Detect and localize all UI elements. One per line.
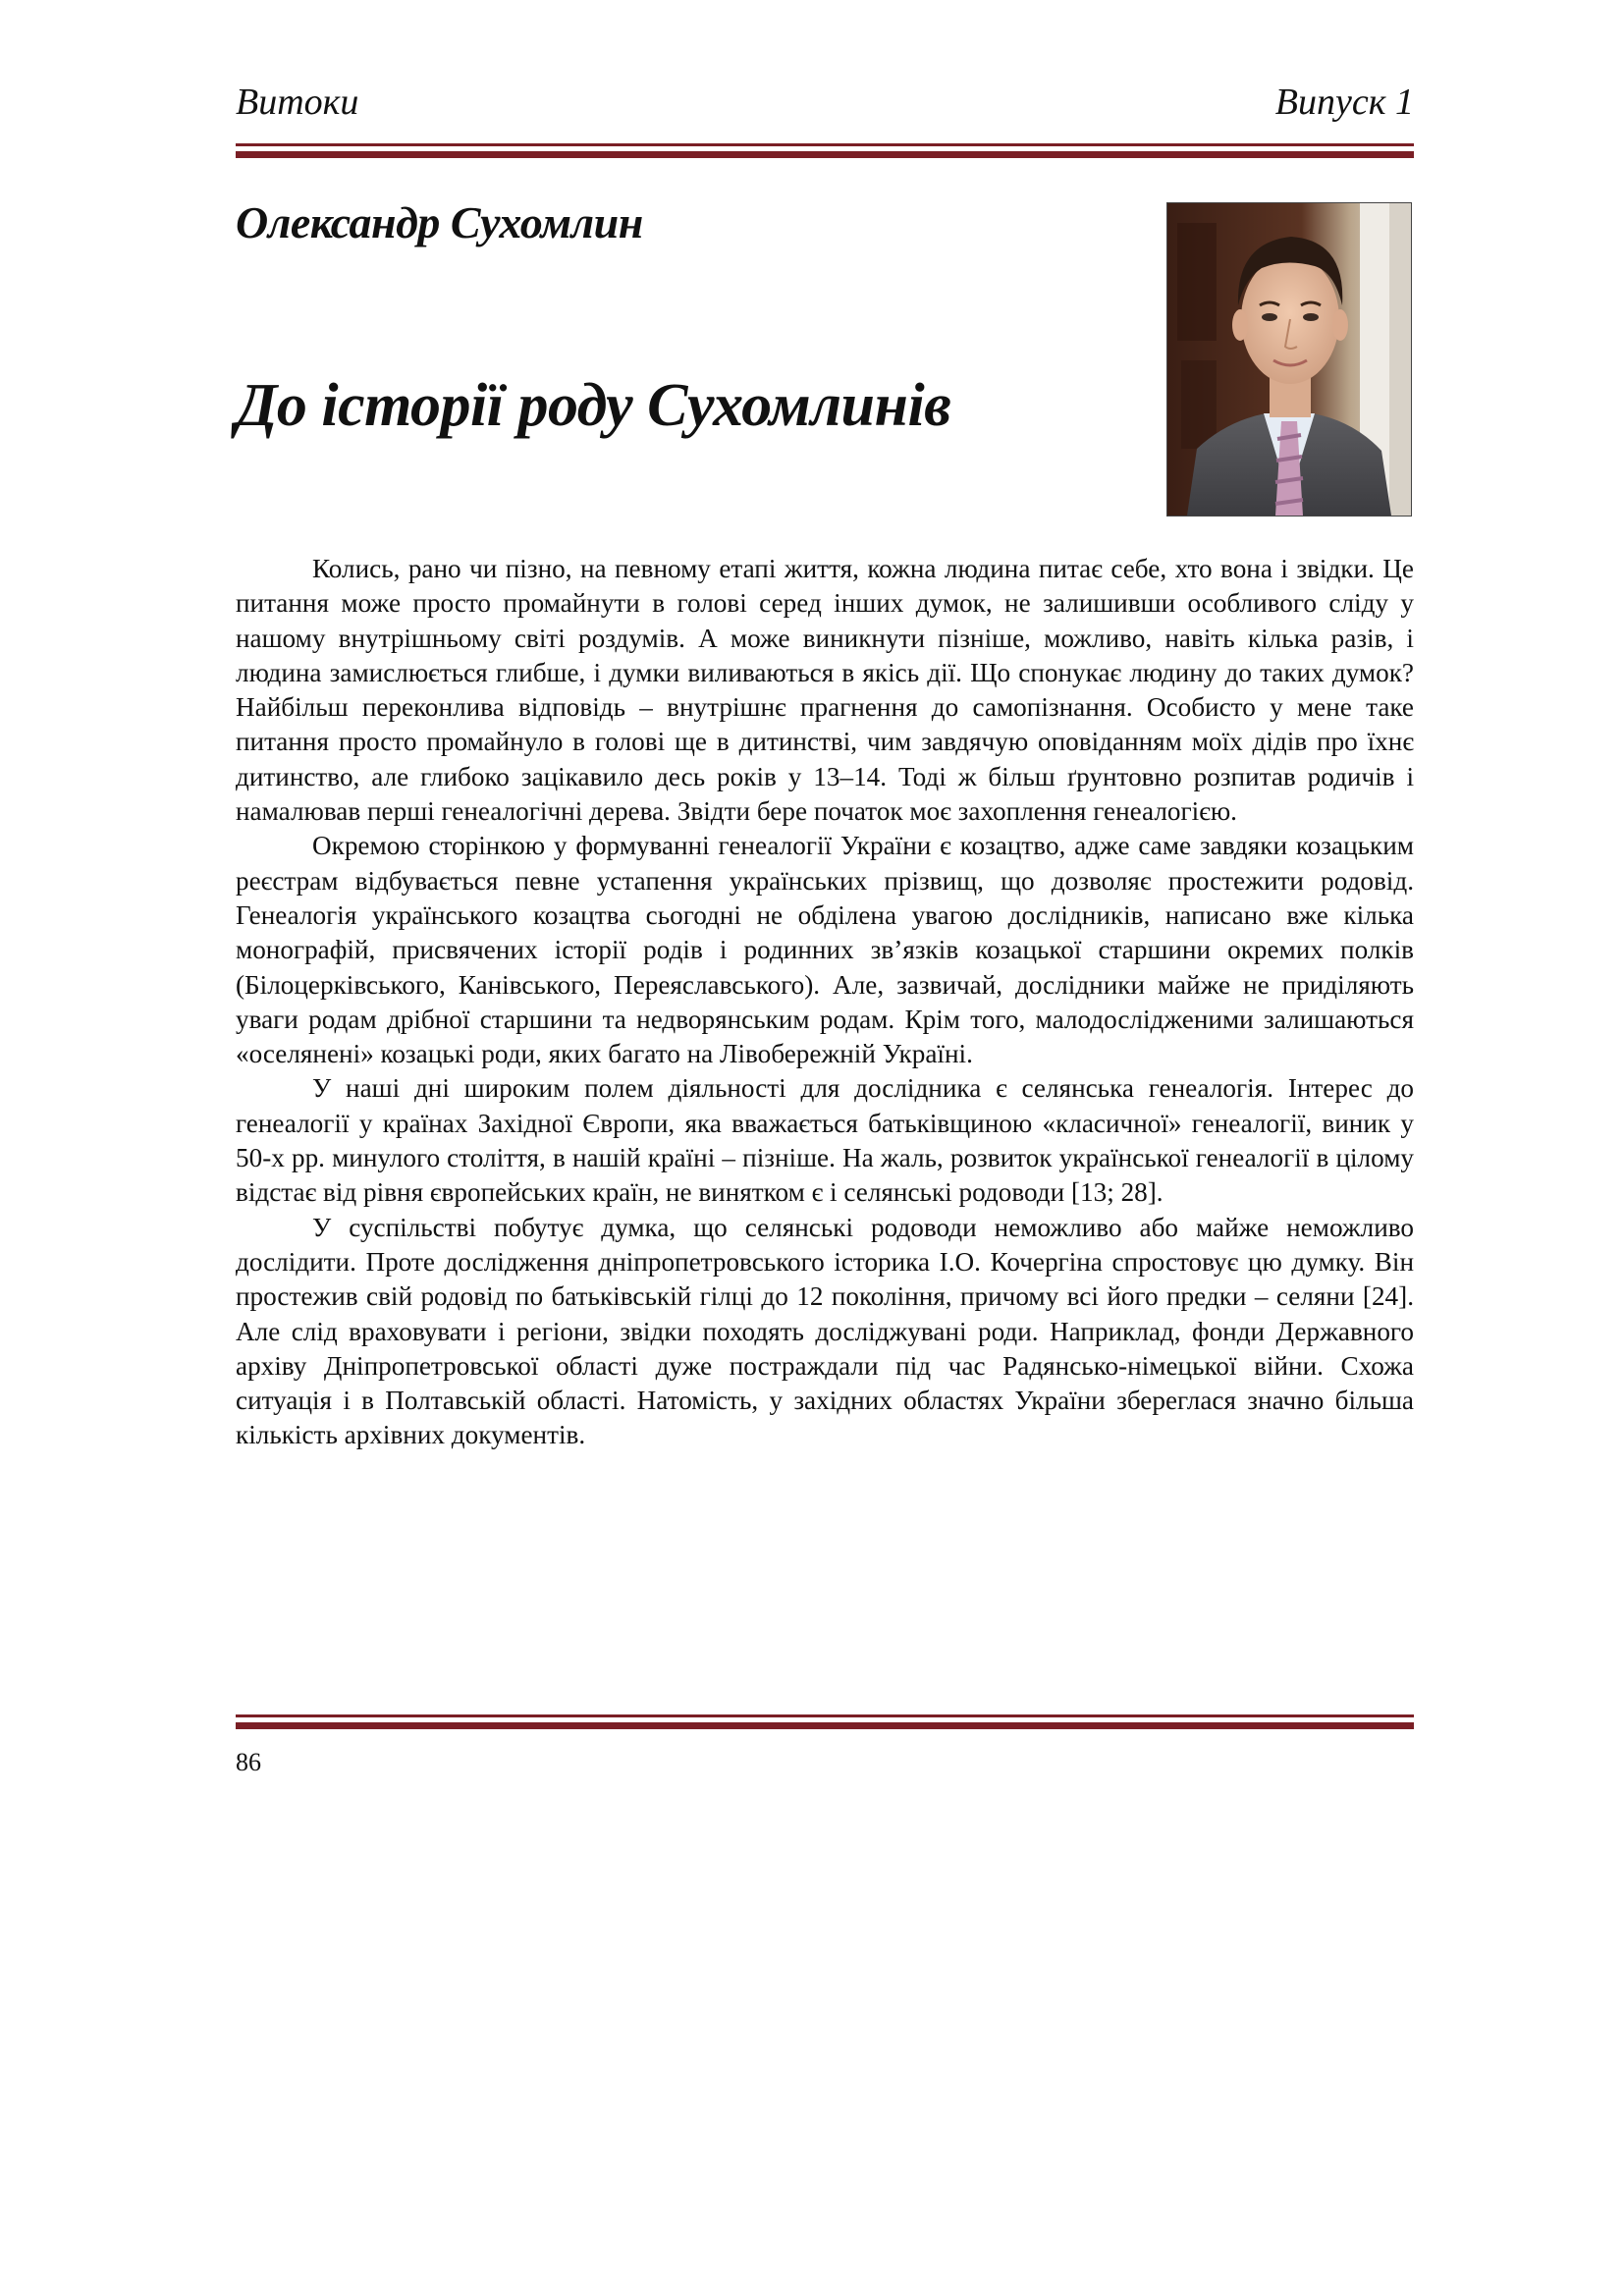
- footer-rule: [236, 1714, 1414, 1730]
- paragraph: Колись, рано чи пізно, на певному етапі життя, кожна людина питає себе, хто вона і звідки. Це питання може просто промайнути в голові серед інших думок, не залишивши особливого сліду у нашому внутрішньому світі роздумів. А може виникнути пізніше, можливо, навіть кілька разів, і людина замислюється глибше, і думки виливаються в якісь дії. Що спонукає людину до таких думок? Найбільш переконлива відповідь – внутрішнє прагнення до самопізнання. Особисто у мене таке питання просто промайнуло в голові ще в дитинстві, чим завдячую оповіданням моїх дідів про їхнє дитинство, але глибоко зацікавило десь років у 13–14. Тоді ж більш ґрунтовно розпитав родичів і намалював перші генеалогічні дерева. Звідти бере початок моє захоплення генеалогією.: [236, 554, 1414, 827]
- article-title: До історії роду Сухомлинів: [236, 372, 951, 439]
- running-head: [236, 69, 1414, 128]
- author-name: Олександр Сухомлин: [236, 197, 643, 247]
- paragraph: У суспільстві побутує думка, що селянські родоводи неможливо або майже неможливо дослідити. Проте дослідження дніпропетровського історика І.О. Кочергіна спростовує цю думку. Він простежив свій родовід по батьківській гілці до 12 покоління, причому всі його предки – селяни [24]. Але слід враховувати і регіони, звідки походять досліджувані роди. Наприклад, фонди Державного архіву Дніпропетровської області дуже постраждали під час Радянсько-німецької війни. Схожа ситуація і в Полтавській області. Натомість, у західних областях України збереглася значно більша кількість архівних документів.: [236, 1212, 1414, 1450]
- article-body: [236, 552, 1414, 1453]
- paragraph: У наші дні широким полем діяльності для дослідника є селянська генеалогія. Інтерес до генеалогії у країнах Західної Європи, яка вважається батьківщиною «класичної» генеалогії, виник у 50-х рр. минулого століття, в нашій країні – пізніше. На жаль, розвиток української генеалогії в цілому відстає від рівня європейських країн, не винятком є і селянські родоводи [13; 28].: [236, 1073, 1414, 1208]
- author-photo: [1166, 202, 1412, 517]
- journal-name: Витоки: [236, 82, 359, 123]
- paragraph: Окремою сторінкою у формуванні генеалогії України є козацтво, адже саме завдяки козацьким реєстрам відбувається певне устапення українських прізвищ, що дозволяє простежити родовід. Генеалогія українського козацтва сьогодні не обділена увагою дослідників, написано вже кілька монографій, присвячених історії родів і родинних зв’язків козацької старшини окремих полків (Білоцерківського, Канівського, Переяславського). Але, зазвичай, дослідники майже не приділяють уваги родам дрібної старшини та недворянським родам. Крім того, малодослідженими залишаються «оселянені» козацькі роди, яких багато на Лівобережній Україні.: [236, 831, 1414, 1069]
- issue-label: Випуск 1: [1274, 82, 1414, 123]
- page-number: 86: [236, 1748, 261, 1776]
- header-rule: [236, 143, 1414, 159]
